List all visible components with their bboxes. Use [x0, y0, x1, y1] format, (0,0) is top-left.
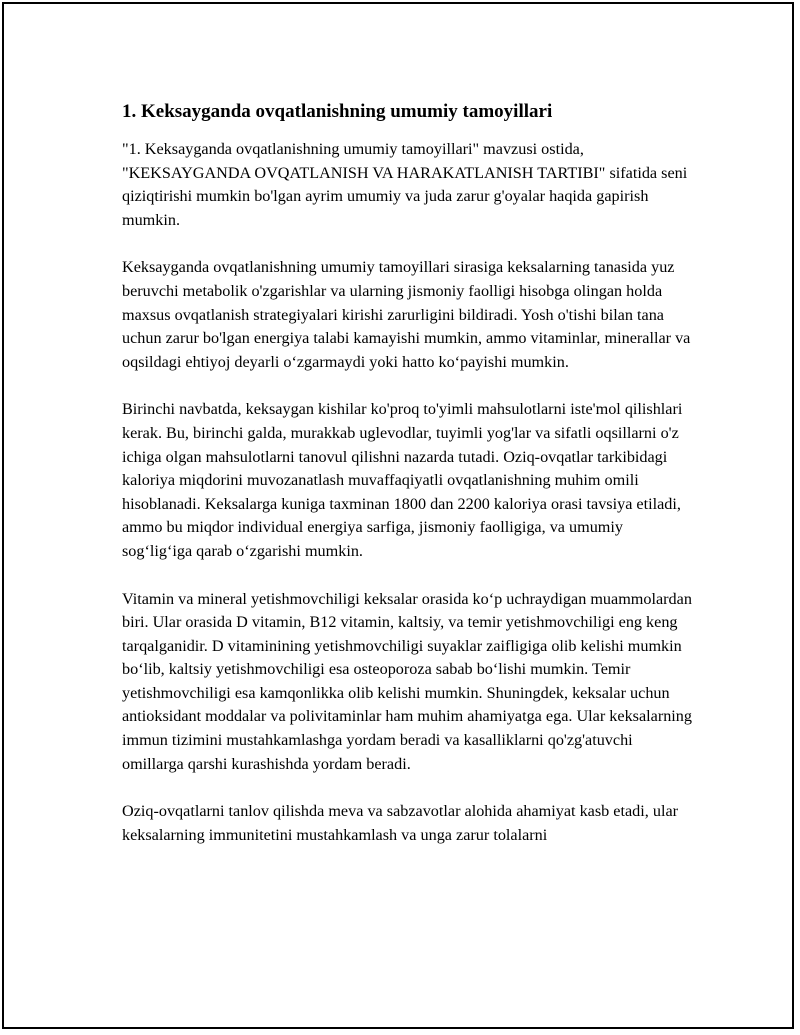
paragraph-intro: "1. Keksayganda ovqatlanishning umumiy tamoyillari" mavzusi ostida, "KEKSAYGANDA OVQATLANISH VA HARAKATLANISH TARTIBI" sifatida seni qiziqtirishi mumkin bo'lgan ayrim umumiy va juda zarur g'oyalar haqida gapirish mumkin.: [122, 140, 688, 229]
paragraph-nutrient-dense-foods: Birinchi navbatda, keksaygan kishilar ko'proq to'yimli mahsulotlarni iste'mol qilishlari kerak. Bu, birinchi galda, murakkab uglevodlar, tuyimli yog'lar va sifatli oqsillarni o'z ichiga olgan mahsulotlarni tanovul qilishni nazarda tutadi. Oziq-ovqatlar tarkibidagi kaloriya miqdorini muvozanatlash muvaffaqiyatli ovqatlanishning muhim omili hisoblanadi. Keksalarga kuniga taxminan 1800 dan 2200 kaloriya orasi tavsiya etiladi, ammo bu miqdor individual energiya sarfiga, jismoniy faolligiga, va umumiy sog‘lig‘iga qarab o‘zgarishi mumkin.: [122, 400, 683, 560]
page-frame: [2, 2, 794, 1029]
document-body: [122, 98, 692, 871]
paragraph-fruits-vegetables: Oziq-ovqatlarni tanlov qilishda meva va sabzavotlar alohida ahamiyat kasb etadi, ular keksalarning immunitetini mustahkamlash va unga zarur tolalarni: [122, 802, 679, 844]
paragraph-general-principles: Keksayganda ovqatlanishning umumiy tamoyillari sirasiga keksalarning tanasida yuz beruvchi metabolik o'zgarishlar va ularning jismoniy faolligi hisobga olingan holda maxsus ovqatlanish strategiyalari kirishi zarurligini bildiradi. Yosh o'tishi bilan tana uchun zarur bo'lgan energiya talabi kamayishi mumkin, ammo vitaminlar, minerallar va oqsildagi ehtiyoj deyarli o‘zgarmaydi yoki hatto ko‘payishi mumkin.: [122, 258, 691, 371]
paragraph-vitamin-deficiency: Vitamin va mineral yetishmovchiligi keksalar orasida ko‘p uchraydigan muammolardan biri. Ular orasida D vitamin, B12 vitamin, kaltsiy, va temir yetishmovchiligi eng keng tarqalganidir. D vitaminining yetishmovchiligi suyaklar zaifligiga olib kelishi mumkin bo‘lib, kaltsiy yetishmovchiligi esa osteoporoza sabab bo‘lishi mumkin. Temir yetishmovchiligi esa kamqonlikka olib kelishi mumkin. Shuningdek, keksalar uchun antioksidant moddalar va polivitaminlar ham muhim ahamiyatga ega. Ular keksalarning immun tizimini mustahkamlashga yordam beradi va kasalliklarni qo'zg'atuvchi omillarga qarshi kurashishda yordam beradi.: [122, 589, 692, 773]
section-heading: 1. Keksayganda ovqatlanishning umumiy tamoyillari: [122, 101, 553, 122]
